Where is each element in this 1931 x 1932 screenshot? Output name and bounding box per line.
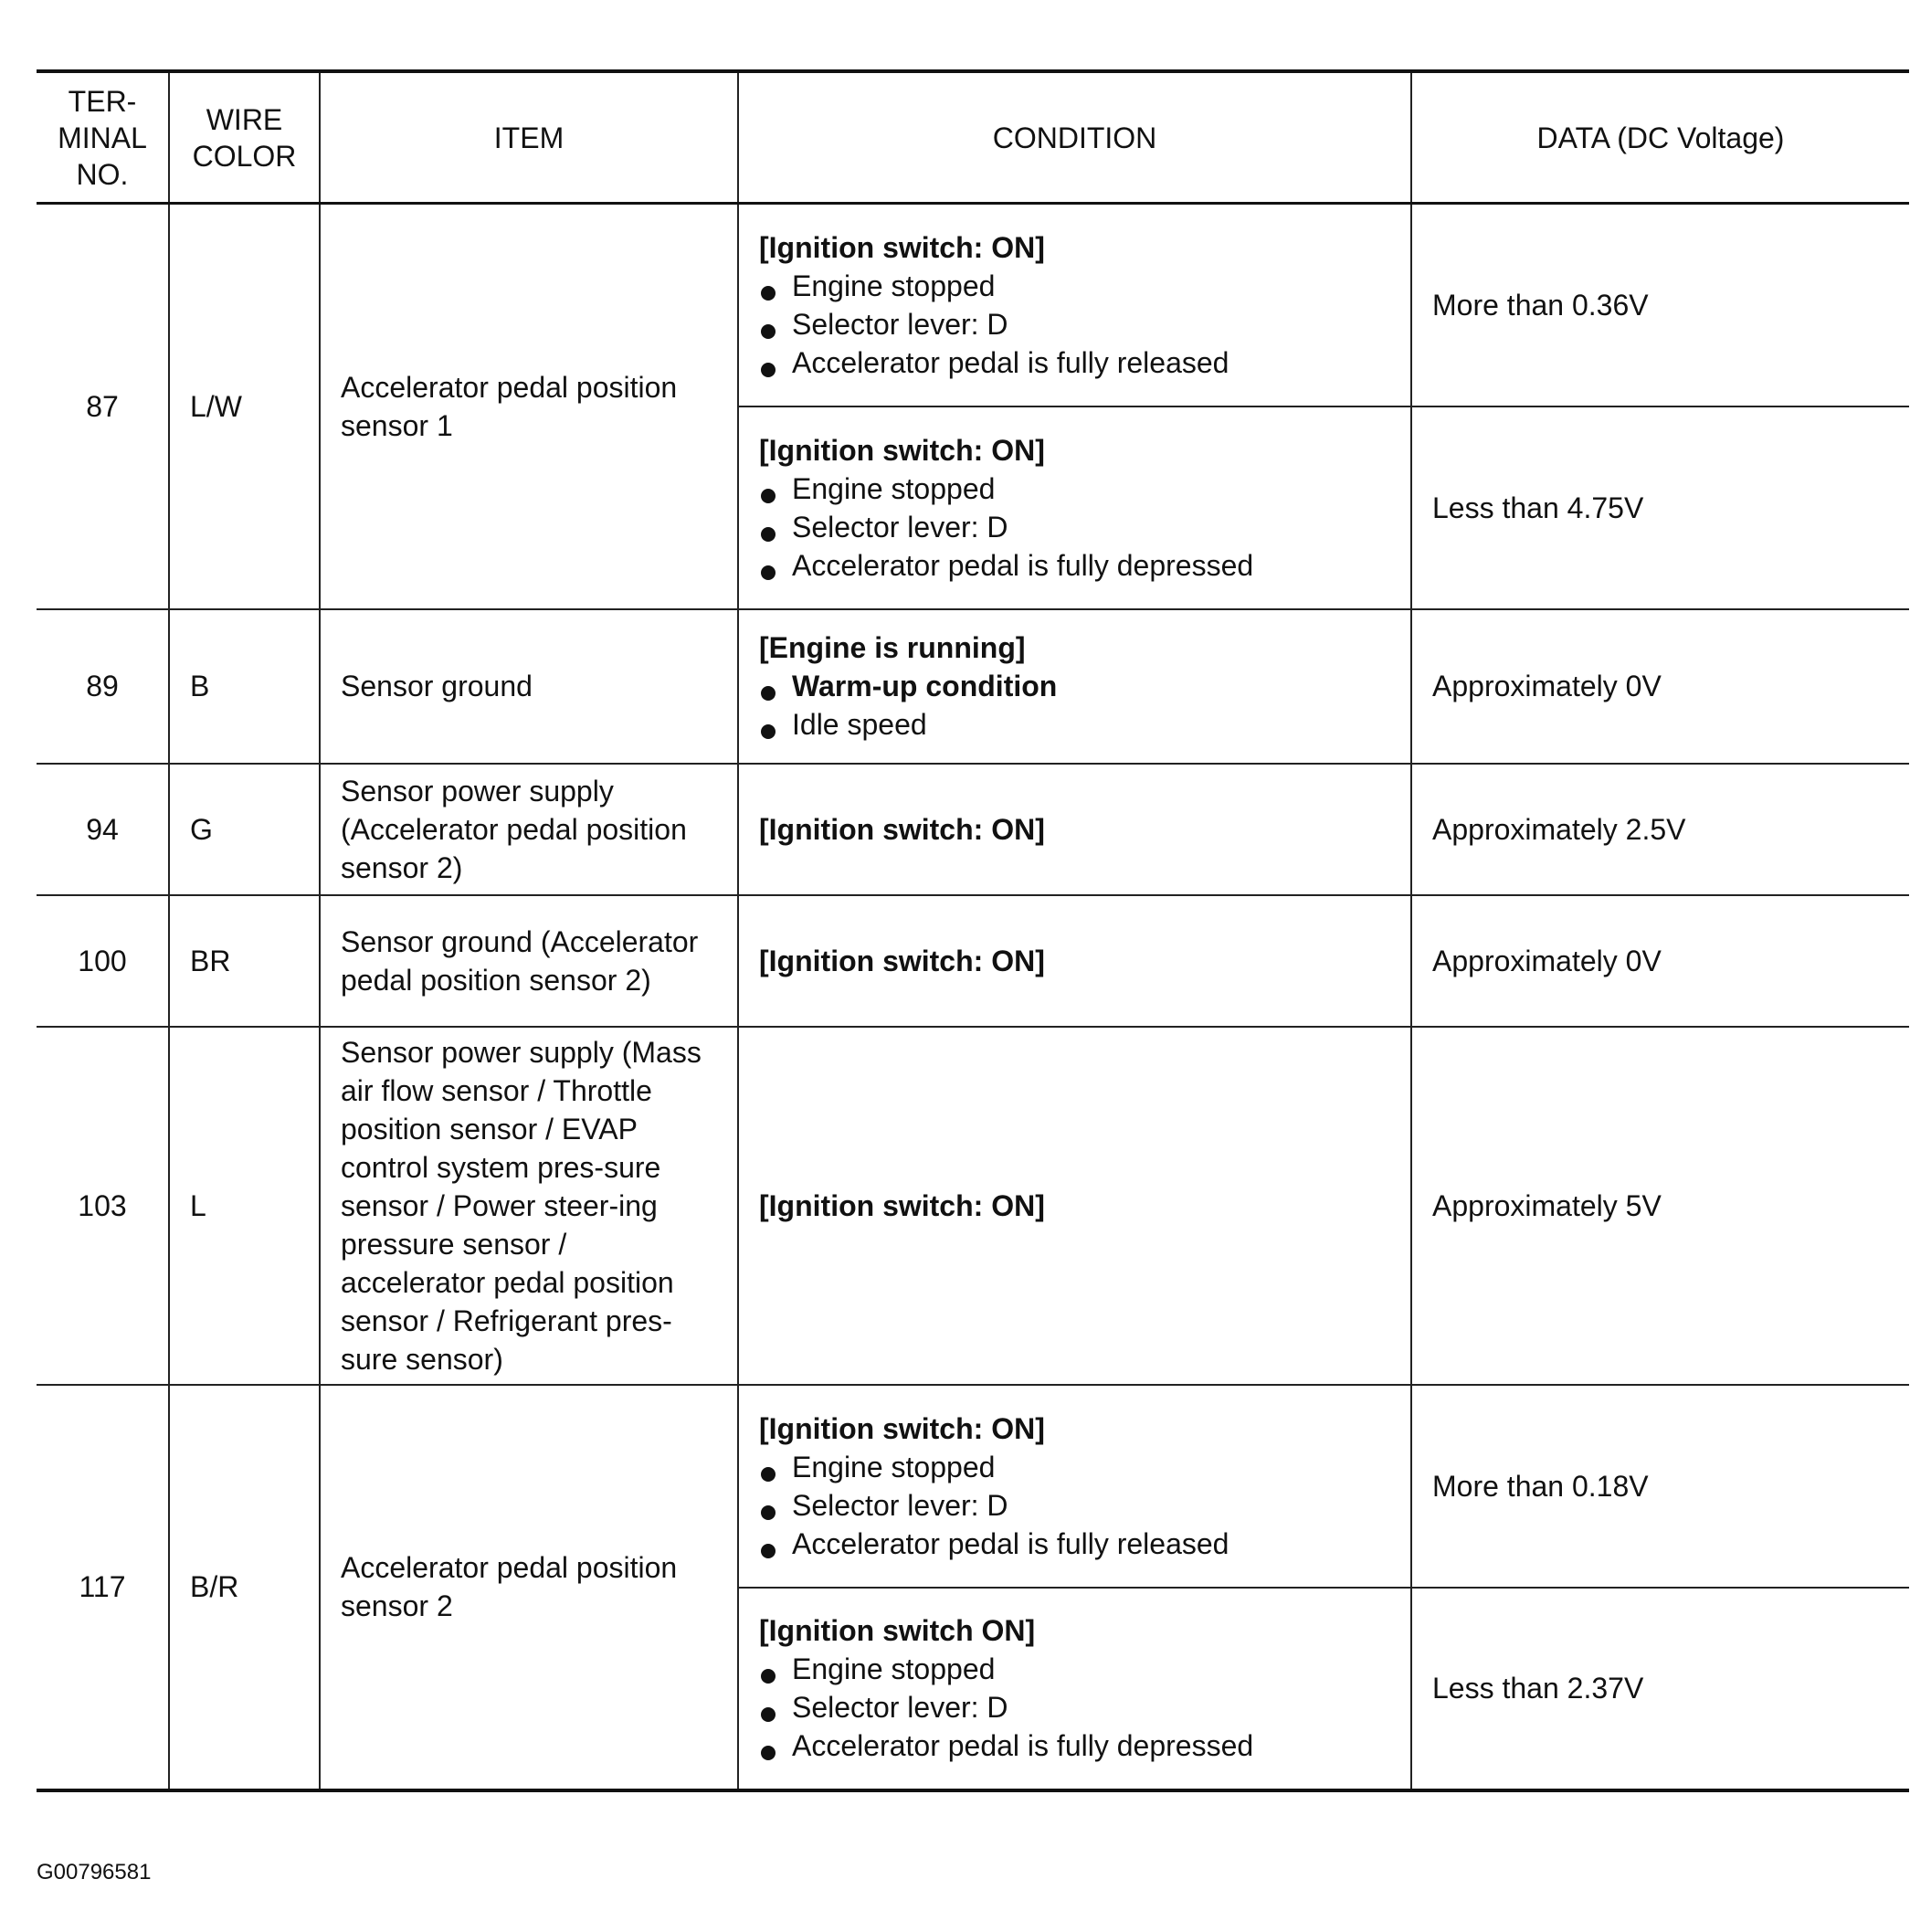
table-row	[37, 609, 1909, 764]
condition-text: Selector lever: D	[792, 510, 1008, 544]
data-voltage-cell: More than 0.36V	[1411, 204, 1909, 406]
wire-color-cell: BR	[169, 895, 320, 1027]
condition-item	[759, 1448, 1390, 1486]
terminal-no-cell: 117	[37, 1385, 169, 1790]
condition-title: [Engine is running]	[759, 631, 1026, 664]
condition-cell	[738, 895, 1411, 1027]
terminal-table	[37, 69, 1909, 1792]
wire-color-cell: B/R	[169, 1385, 320, 1790]
condition-text: Engine stopped	[792, 1652, 996, 1685]
condition-cell	[738, 1385, 1411, 1588]
condition-text: Selector lever: D	[792, 1488, 1008, 1522]
condition-title: [Ignition switch: ON]	[759, 944, 1045, 977]
condition-cell	[738, 764, 1411, 895]
condition-title: [Ignition switch: ON]	[759, 1411, 1045, 1445]
condition-text: Accelerator pedal is fully depressed	[792, 1729, 1254, 1762]
item-cell: Accelerator pedal position sensor 1	[320, 204, 738, 609]
condition-item	[759, 305, 1390, 343]
data-voltage-cell: Less than 2.37V	[1411, 1588, 1909, 1790]
terminal-no-cell: 89	[37, 609, 169, 764]
bullet-icon	[761, 686, 776, 701]
data-voltage-cell: Approximately 5V	[1411, 1027, 1909, 1385]
wire-color-cell: G	[169, 764, 320, 895]
header-condition: CONDITION	[738, 71, 1411, 204]
condition-list	[759, 470, 1390, 585]
header-data: DATA (DC Voltage)	[1411, 71, 1909, 204]
figure-id: G00796581	[37, 1860, 152, 1884]
item-cell: Sensor power supply (Mass air flow sensor / Throttle position sensor / EVAP control system pres-sure sensor / Power steer-ing pressure sensor / accelerator pedal position sensor / Refrigerant pres-sure sensor)	[320, 1027, 738, 1385]
condition-item	[759, 667, 1390, 705]
condition-item	[759, 705, 1390, 744]
condition-text: Selector lever: D	[792, 1691, 1008, 1724]
header-terminal-no: TER- MINAL NO.	[37, 71, 169, 204]
condition-item	[759, 267, 1390, 305]
bullet-icon	[761, 527, 776, 542]
condition-text: Accelerator pedal is fully depressed	[792, 548, 1254, 582]
condition-item	[759, 1688, 1390, 1726]
wire-color-cell: L	[169, 1027, 320, 1385]
condition-text: Engine stopped	[792, 269, 996, 302]
data-voltage-cell: Approximately 0V	[1411, 895, 1909, 1027]
condition-list	[759, 1448, 1390, 1563]
header-row	[37, 71, 1909, 204]
bullet-icon	[761, 1505, 776, 1520]
condition-item	[759, 1486, 1390, 1525]
data-voltage-cell: Approximately 0V	[1411, 609, 1909, 764]
condition-title: [Ignition switch: ON]	[759, 230, 1045, 264]
header-item: ITEM	[320, 71, 738, 204]
condition-text: Selector lever: D	[792, 307, 1008, 341]
data-voltage-cell: Approximately 2.5V	[1411, 764, 1909, 895]
condition-item	[759, 1525, 1390, 1563]
bullet-icon	[761, 565, 776, 580]
bullet-icon	[761, 1544, 776, 1558]
terminal-no-cell: 103	[37, 1027, 169, 1385]
condition-item	[759, 1726, 1390, 1765]
condition-cell	[738, 406, 1411, 609]
item-cell: Sensor ground (Accelerator pedal position sensor 2)	[320, 895, 738, 1027]
condition-cell	[738, 1588, 1411, 1790]
wire-color-cell: L/W	[169, 204, 320, 609]
table-row	[37, 1385, 1909, 1588]
condition-title: [Ignition switch ON]	[759, 1614, 1036, 1647]
item-cell: Sensor power supply (Accelerator pedal position sensor 2)	[320, 764, 738, 895]
condition-item	[759, 470, 1390, 508]
bullet-icon	[761, 724, 776, 739]
condition-title: [Ignition switch: ON]	[759, 433, 1045, 467]
condition-item	[759, 343, 1390, 382]
bullet-icon	[761, 286, 776, 301]
condition-item	[759, 1650, 1390, 1688]
table-body	[37, 204, 1909, 1790]
condition-text: Accelerator pedal is fully released	[792, 1526, 1229, 1560]
header-wire-color: WIRE COLOR	[169, 71, 320, 204]
wire-color-cell: B	[169, 609, 320, 764]
condition-item	[759, 546, 1390, 585]
bullet-icon	[761, 1669, 776, 1684]
terminal-no-cell: 94	[37, 764, 169, 895]
table-row	[37, 764, 1909, 895]
item-cell: Sensor ground	[320, 609, 738, 764]
table-row	[37, 204, 1909, 406]
table-row	[37, 895, 1909, 1027]
condition-text: Engine stopped	[792, 471, 996, 505]
bullet-icon	[761, 1467, 776, 1482]
condition-cell	[738, 1027, 1411, 1385]
terminal-no-cell: 100	[37, 895, 169, 1027]
condition-list	[759, 1650, 1390, 1765]
condition-list	[759, 667, 1390, 744]
condition-item	[759, 508, 1390, 546]
terminal-data-sheet	[37, 69, 1909, 1884]
condition-text: Warm-up condition	[792, 670, 1058, 702]
condition-text: Idle speed	[792, 708, 927, 741]
bullet-icon	[761, 363, 776, 377]
bullet-icon	[761, 1707, 776, 1722]
condition-list	[759, 267, 1390, 382]
terminal-no-cell: 87	[37, 204, 169, 609]
bullet-icon	[761, 1746, 776, 1760]
data-voltage-cell: Less than 4.75V	[1411, 406, 1909, 609]
bullet-icon	[761, 324, 776, 339]
condition-title: [Ignition switch: ON]	[759, 1188, 1045, 1222]
condition-title: [Ignition switch: ON]	[759, 812, 1045, 846]
condition-cell	[738, 609, 1411, 764]
item-cell: Accelerator pedal position sensor 2	[320, 1385, 738, 1790]
data-voltage-cell: More than 0.18V	[1411, 1385, 1909, 1588]
condition-cell	[738, 204, 1411, 406]
condition-text: Engine stopped	[792, 1450, 996, 1483]
condition-text: Accelerator pedal is fully released	[792, 345, 1229, 379]
bullet-icon	[761, 489, 776, 503]
table-row	[37, 1027, 1909, 1385]
